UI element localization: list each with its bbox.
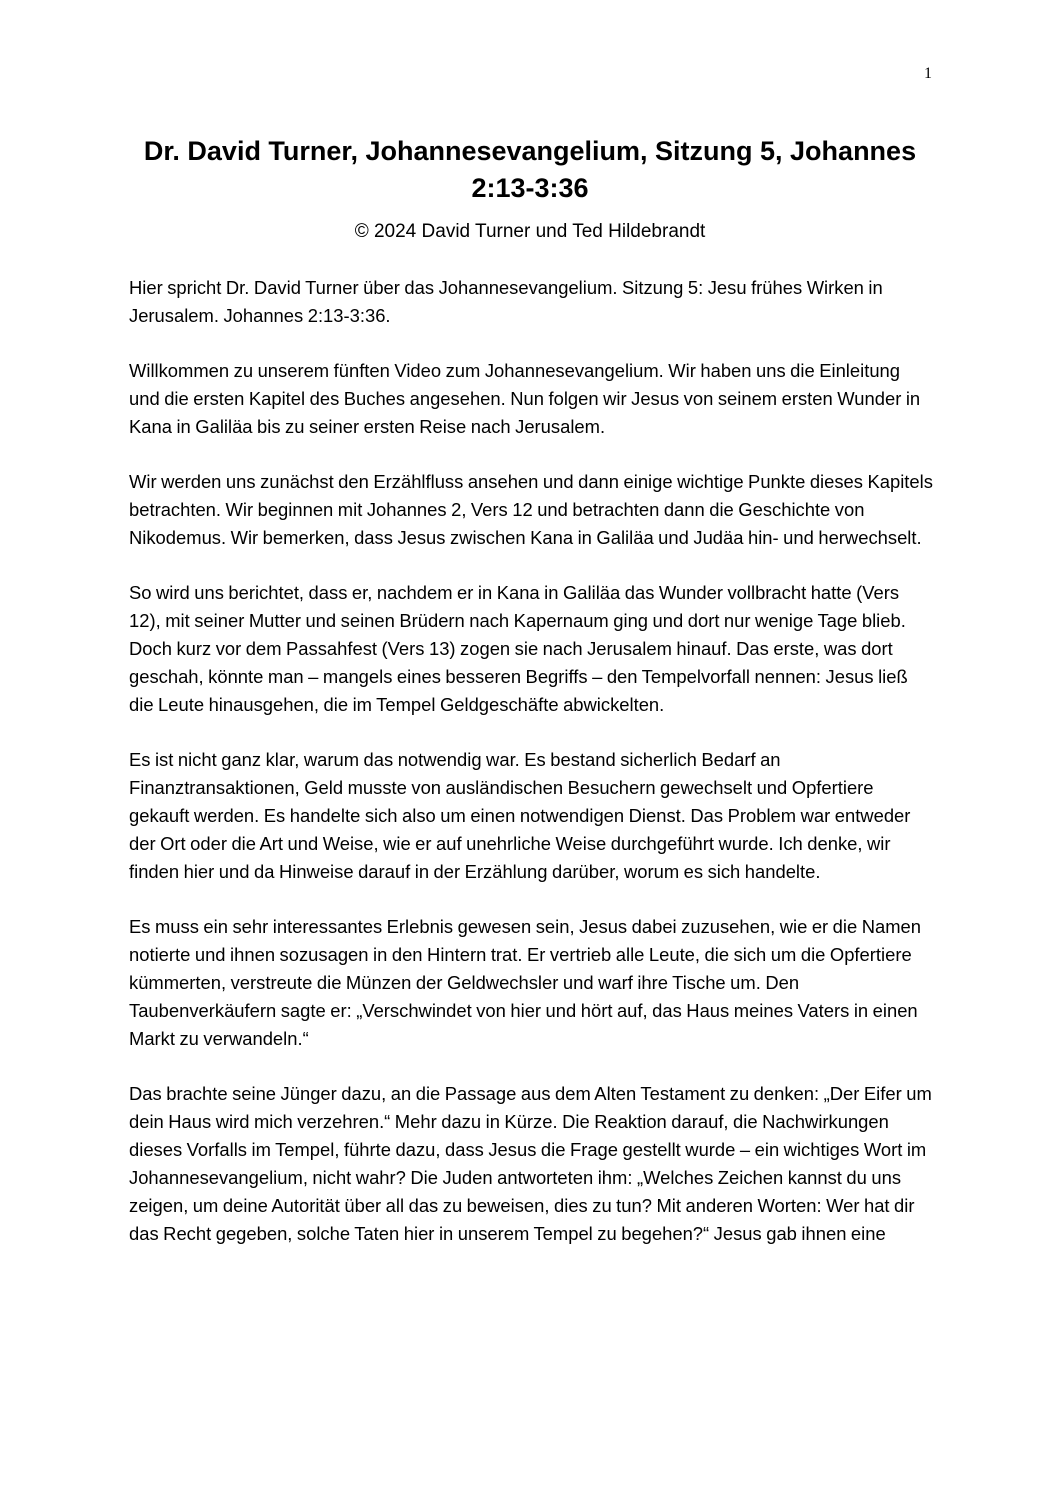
paragraph-narrative: So wird uns berichtet, dass er, nachdem er in Kana in Galiläa das Wunder vollbracht hatte (Vers 12), mit seiner Mutter und seinen Brüdern nach Kapernaum ging und dort nur wenige Tage blieb. Doch kurz vor dem Passahfest (Vers 13) zogen sie nach Jerusalem hinauf. Das erste, was dort geschah, könnte man – mangels eines besseren Begriffs – den Tempelvorfall nennen: Jesus ließ die Leute hinausgehen, die im Tempel Geldgeschäfte abwickelten. bbox=[129, 582, 908, 715]
paragraph-overview: Wir werden uns zunächst den Erzählfluss ansehen und dann einige wichtige Punkte dieses Kapitels betrachten. Wir beginnen mit Johannes 2, Vers 12 und betrachten dann die Geschichte von Nikodemus. Wir bemerken, dass Jesus zwischen Kana in Galiläa und Judäa hin- und herwechselt. bbox=[129, 471, 933, 548]
document-title: Dr. David Turner, Johannesevangelium, Sitzung 5, Johannes 2:13-3:36 bbox=[143, 136, 917, 203]
paragraph-disciples: Das brachte seine Jünger dazu, an die Passage aus dem Alten Testament zu denken: „Der Eifer um dein Haus wird mich verzehren.“ Mehr dazu in Kürze. Die Reaktion darauf, die Nachwirkungen dieses Vorfalls im Tempel, führte dazu, dass Jesus die Frage gestellt wurde – ein wichtiges Wort im Johannesevangelium, nicht wahr? Die Juden antworteten ihm: „Welches Zeichen kannst du uns zeigen, um deine Autorität über all das zu beweisen, dies zu tun? Mit anderen Worten: Wer hat dir das Recht gegeben, solche Taten hier in unserem Tempel zu begehen?“ Jesus gab ihnen eine bbox=[129, 1083, 932, 1244]
paragraph-intro: Hier spricht Dr. David Turner über das Johannesevangelium. Sitzung 5: Jesu frühes Wirken in Jerusalem. Johannes 2:13-3:36. bbox=[129, 277, 883, 326]
page-number: 1 bbox=[924, 65, 932, 82]
body-text bbox=[129, 274, 935, 1275]
paragraph-temple: Es muss ein sehr interessantes Erlebnis gewesen sein, Jesus dabei zuzusehen, wie er die Namen notierte und ihnen sozusagen in den Hintern trat. Er vertrieb alle Leute, die sich um die Opfertiere kümmerten, verstreute die Münzen der Geldwechsler und warf ihre Tische um. Den Taubenverkäufern sagte er: „Verschwindet von hier und hört auf, das Haus meines Vaters in einen Markt zu verwandeln.“ bbox=[129, 916, 922, 1049]
paragraph-welcome: Willkommen zu unserem fünften Video zum Johannesevangelium. Wir haben uns die Einleitung und die ersten Kapitel des Buches angesehen. Nun folgen wir Jesus von seinem ersten Wunder in Kana in Galiläa bis zu seiner ersten Reise nach Jerusalem. bbox=[129, 360, 921, 437]
copyright-line: © 2024 David Turner und Ted Hildebrandt bbox=[354, 221, 706, 242]
paragraph-reason: Es ist nicht ganz klar, warum das notwendig war. Es bestand sicherlich Bedarf an Finanztransaktionen, Geld musste von ausländischen Besuchern gewechselt und Opfertiere gekauft werden. Es handelte sich also um einen notwendigen Dienst. Das Problem war entweder der Ort oder die Art und Weise, wie er auf unehrliche Weise durchgeführt wurde. Ich denke, wir finden hier und da Hinweise darauf in der Erzählung darüber, worum es sich handelte. bbox=[129, 749, 911, 882]
